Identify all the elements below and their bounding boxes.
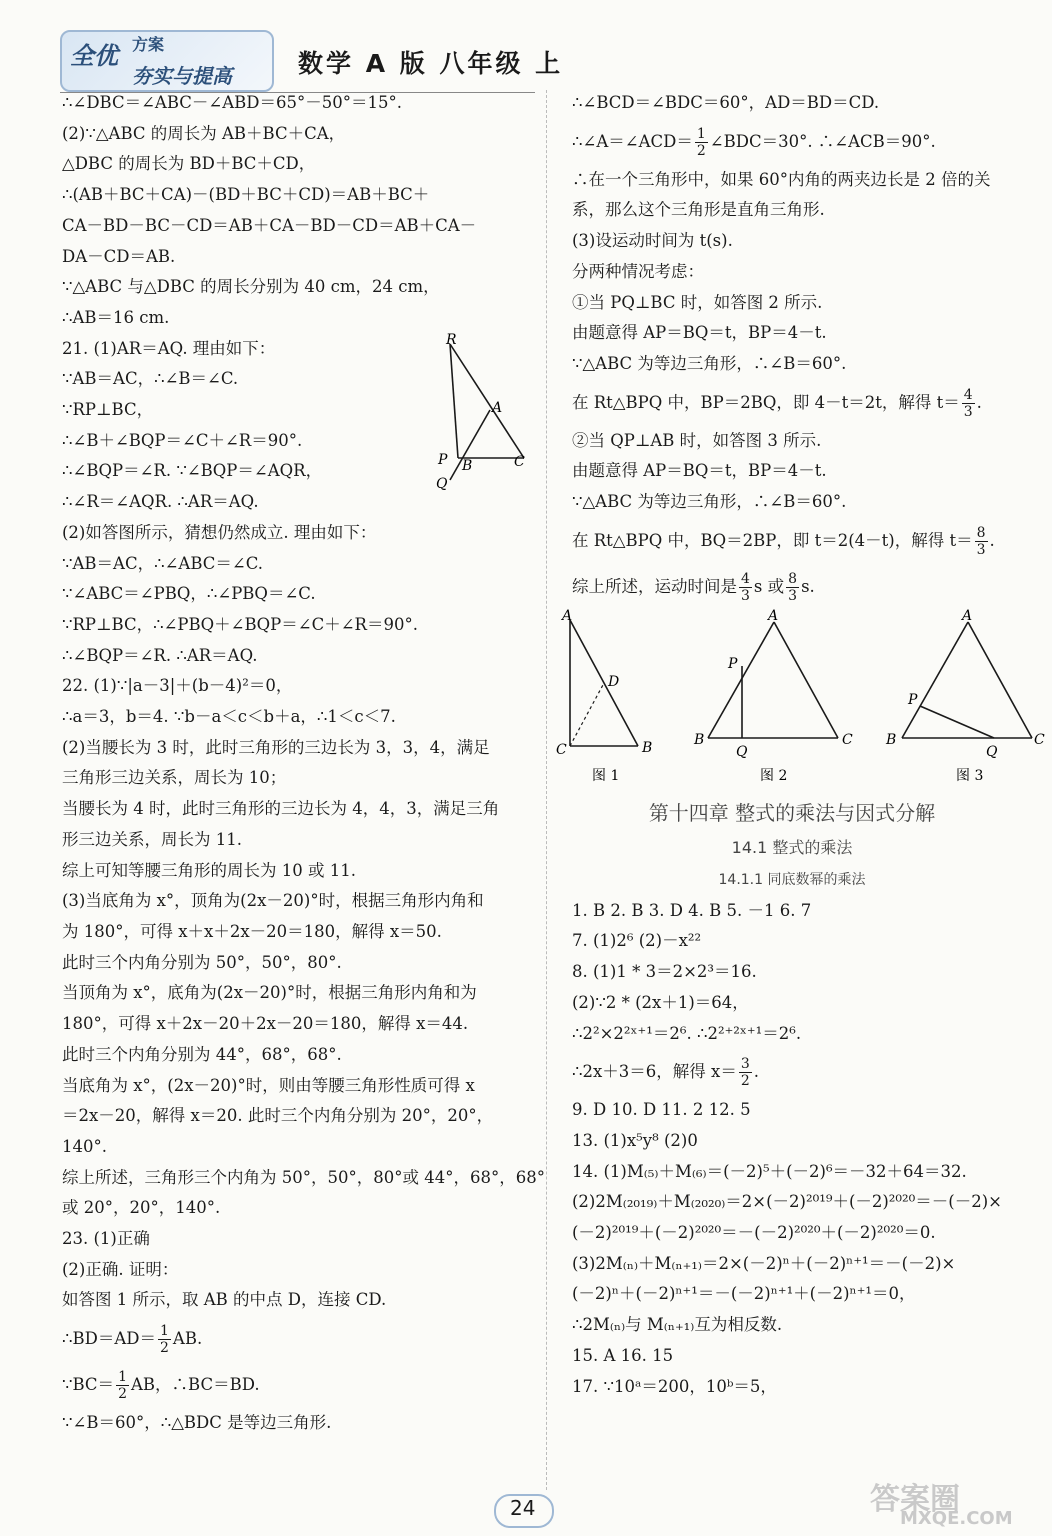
figure-21-triangle [428, 330, 538, 490]
text: 在 Rt△BPQ 中，BP＝2BQ，即 4－t＝2t，解得 t＝ [572, 392, 960, 412]
text-line: (2)∵2 * (2x＋1)＝64， [572, 992, 749, 1012]
text-line: (2)如答图所示，猜想仍然成立. 理由如下： [62, 522, 377, 542]
text-line: 综上可知等腰三角形的周长为 10 或 11. [62, 860, 356, 880]
watermark-text: 答案圈 [870, 1482, 960, 1517]
denominator: 3 [976, 541, 986, 558]
text-line: ∴∠BCD＝∠BDC＝60°，AD＝BD＝CD. [572, 93, 880, 112]
text-line: ∵RP⊥BC， [62, 400, 154, 420]
text-line: 21. (1)AR＝AQ. 理由如下： [62, 338, 276, 358]
text-line: 8. (1)1 * 3＝2×2³＝16. [572, 962, 757, 982]
solve-x-line [572, 1049, 1012, 1095]
text-line: (2)正确. 证明： [62, 1259, 179, 1279]
text-line: ∵△ABC 为等边三角形，∴∠B＝60°. [572, 353, 847, 373]
text-line: (－2)²⁰¹⁹＋(－2)²⁰²⁰＝－(－2)²⁰²⁰＋(－2)²⁰²⁰＝0. [572, 1223, 936, 1243]
solve-t1-line [572, 380, 1012, 426]
text: s 或 [753, 576, 785, 596]
text: . [989, 530, 995, 550]
text-line: ∴(AB＋BC＋CA)－(BD＋BC＋CD)＝AB＋BC＋ [62, 185, 430, 205]
right-text-c [572, 426, 1012, 518]
numerator: 3 [740, 1056, 750, 1073]
text-line: 15. A 16. 15 [572, 1345, 674, 1365]
text: ∵BC＝ [62, 1375, 115, 1395]
text-line: ∴在一个三角形中，如果 60°内角的两夹边长是 2 倍的关 [572, 169, 991, 189]
numerator: 1 [160, 1323, 169, 1340]
text-line: 形三边关系，周长为 11. [62, 829, 242, 849]
column-divider [546, 90, 547, 1490]
label-P: P [438, 452, 448, 468]
solve-t2-line [572, 518, 1012, 564]
fraction [786, 571, 799, 604]
text-line: ∵AB＝AC，∴∠ABC＝∠C. [62, 553, 263, 573]
text-line: 为 180°，可得 x＋x＋2x－20＝180，解得 x＝50. [62, 921, 442, 941]
page-footer [470, 1494, 610, 1530]
denominator: 2 [740, 1073, 750, 1090]
logo-text-2: 方案 [132, 35, 165, 54]
text-line: 当顶角为 x°，底角为(2x－20)°时，根据三角形内角和为 [62, 983, 477, 1003]
figures-svg [556, 607, 1045, 790]
denominator: 3 [963, 403, 973, 420]
numerator: 4 [741, 570, 750, 587]
text-line: 系，那么这个三角形是直角三角形. [572, 200, 825, 220]
text-line: ∵∠ABC＝∠PBQ，∴∠PBQ＝∠C. [62, 584, 316, 604]
text-line: ∵△ABC 为等边三角形，∴∠B＝60°. [572, 492, 847, 512]
right-text-d [572, 896, 1012, 1050]
numerator: 8 [976, 524, 986, 541]
fraction [962, 387, 975, 420]
text: . [753, 1062, 760, 1082]
text-line: (3)当底角为 x°，顶角为(2x－20)°时，根据三角形内角和 [62, 891, 484, 911]
label-A: A [492, 400, 503, 416]
fig1-label-B: B [642, 739, 653, 756]
text-line: ＝2x－20，解得 x＝20. 此时三个内角分别为 20°，20°， [62, 1106, 494, 1126]
text: ∠BDC＝30°. ∴∠ACB＝90°. [709, 131, 936, 151]
numerator: 1 [696, 125, 706, 142]
numerator: 4 [963, 386, 973, 403]
text-line: 140°. [62, 1136, 107, 1156]
text-line: 7. (1)2⁶ (2)－x²² [572, 931, 702, 951]
book-title: 数学 A 版 八年级 上 [298, 49, 564, 78]
left-last-line: ∵∠B＝60°，∴△BDC 是等边三角形. [62, 1413, 332, 1433]
text-line: 或 20°，20°，140°. [62, 1198, 221, 1218]
text-line: ∵△ABC 与△DBC 的周长分别为 40 cm，24 cm， [62, 277, 440, 297]
text-line: 由题意得 AP＝BQ＝t，BP＝4－t. [572, 323, 827, 343]
fraction [739, 571, 752, 604]
fraction [116, 1369, 129, 1402]
left-column [62, 88, 545, 1439]
text-line: 当底角为 x°，(2x－20)°时，则由等腰三角形性质可得 x [62, 1075, 475, 1095]
figure-2 [693, 608, 853, 784]
text-line: ∴∠BQP＝∠R. ∵∠BQP＝∠AQR， [62, 461, 323, 481]
watermark [870, 1474, 1040, 1530]
page-number: 24 [510, 1496, 536, 1520]
fig3-label-C: C [1034, 731, 1045, 748]
text-line: ②当 QP⊥AB 时，如答图 3 所示. [572, 430, 822, 450]
text-line: 综上所述，三角形三个内角为 50°，50°，80°或 44°，68°，68° [62, 1167, 545, 1187]
text-line: 22. (1)∵|a－3|＋(b－4)²＝0， [62, 676, 293, 696]
denominator: 2 [696, 142, 706, 159]
text-line: 此时三个内角分别为 44°，68°，68°. [62, 1044, 342, 1064]
fig3-label-A: A [962, 607, 973, 624]
label-Q: Q [436, 476, 448, 492]
text-line: ∴2M₍ₙ₎与 M₍ₙ₊₁₎互为相反数. [572, 1315, 783, 1335]
fig2-label-A: A [768, 607, 779, 624]
text-line: (2)当腰长为 3 时，此时三角形的三边长为 3，3，4，满足 [62, 737, 490, 757]
logo-text-1: 全优 [70, 42, 118, 70]
right-text-e [572, 1095, 1012, 1402]
text: 综上所述，运动时间是 [572, 576, 737, 596]
text: AB，∴BC＝BD. [130, 1375, 260, 1395]
fig2-label-C: C [842, 731, 853, 748]
text-line: CA－BD－BC－CD＝AB＋CA－BD－CD＝AB＋CA－ [62, 215, 477, 235]
fig2-label-P: P [728, 655, 738, 672]
text-line: 三角形三边关系，周长为 10； [62, 768, 287, 788]
section-title: 14.1 整式的乘法 [731, 837, 853, 857]
answer-figures [556, 607, 1052, 790]
fraction [695, 126, 708, 159]
fig1-label-D: D [608, 673, 620, 690]
right-text-a [572, 88, 1012, 119]
text-line: 此时三个内角分别为 50°，50°，80°. [62, 952, 342, 972]
text-line: 14. (1)M₍₅₎＋M₍₆₎＝(－2)⁵＋(－2)⁶＝－32＋64＝32. [572, 1161, 967, 1181]
label-C: C [514, 454, 525, 470]
text-line: ∴∠DBC＝∠ABC－∠ABD＝65°－50°＝15°. [62, 93, 402, 112]
numerator: 8 [788, 570, 798, 587]
text-line: (－2)ⁿ＋(－2)ⁿ⁺¹＝－(－2)ⁿ⁺¹＋(－2)ⁿ⁺¹＝0， [572, 1284, 916, 1304]
angle-a-line [572, 119, 1012, 165]
figure-1 [556, 608, 652, 784]
page-header [60, 30, 1000, 90]
text-line: DA－CD＝AB. [62, 246, 176, 266]
half-ab-line [62, 1316, 542, 1362]
text-line: 如答图 1 所示，取 AB 的中点 D，连接 CD. [62, 1290, 387, 1310]
text-line: ∴∠B＋∠BQP＝∠C＋∠R＝90°. [62, 430, 303, 450]
label-R: R [446, 332, 457, 348]
left-text-block [62, 88, 545, 1316]
fig1-caption: 图 1 [592, 767, 620, 784]
right-text-b [572, 165, 1012, 380]
denominator: 3 [741, 587, 750, 604]
text-line: 9. D 10. D 11. 2 12. 5 [572, 1100, 751, 1120]
text: ∴2x＋3＝6，解得 x＝ [572, 1062, 737, 1082]
text-line: ∴2²×2²ˣ⁺¹＝2⁶. ∴2²⁺²ˣ⁺¹＝2⁶. [572, 1023, 802, 1043]
watermark-url: MXQE.COM [900, 1508, 1013, 1529]
text-line: 23. (1)正确 [62, 1229, 150, 1249]
text-line: (3)2M₍ₙ₎＋M₍ₙ₊₁₎＝2×(－2)ⁿ＋(－2)ⁿ⁺¹＝－(－2)× [572, 1253, 956, 1273]
text-line: ①当 PQ⊥BC 时，如答图 2 所示. [572, 292, 823, 312]
logo-text-3: 夯实与提高 [132, 64, 232, 88]
text: AB. [172, 1329, 203, 1349]
text-line: 分两种情况考虑： [572, 261, 704, 281]
text: . [976, 392, 982, 412]
text-line: △DBC 的周长为 BD＋BC＋CD， [62, 154, 316, 174]
denominator: 2 [160, 1340, 169, 1357]
denominator: 3 [788, 587, 798, 604]
text: ∴BD＝AD＝ [62, 1329, 156, 1349]
denominator: 2 [118, 1386, 127, 1403]
brand-logo [60, 30, 274, 92]
fraction [739, 1056, 752, 1089]
figure-3 [885, 608, 1045, 784]
right-column [556, 88, 1045, 1402]
fig1-label-C: C [556, 741, 567, 758]
text-line: (3)设运动时间为 t(s). [572, 231, 733, 251]
bc-half-line [62, 1362, 542, 1408]
text-line: ∴a＝3，b＝4. ∵b－a＜c＜b＋a，∴1＜c＜7. [62, 707, 396, 727]
conclusion-line [572, 564, 1012, 610]
text-line: 13. (1)x⁵y⁸ (2)0 [572, 1130, 698, 1150]
fig2-caption: 图 2 [760, 767, 788, 784]
text-line: ∴∠BQP＝∠R. ∴AR＝AQ. [62, 645, 258, 665]
fraction [975, 525, 988, 558]
numerator: 1 [118, 1369, 127, 1386]
text-line: (2)2M₍₂₀₁₉₎＋M₍₂₀₂₀₎＝2×(－2)²⁰¹⁹＋(－2)²⁰²⁰＝－(－2)× [572, 1192, 1002, 1212]
text-line: 180°，可得 x＋2x－20＋2x－20＝180，解得 x＝44. [62, 1014, 469, 1034]
text-line: 当腰长为 4 时，此时三角形的三边长为 4，4，3，满足三角 [62, 799, 500, 819]
fig3-caption: 图 3 [956, 767, 984, 784]
fig2-label-Q: Q [736, 743, 748, 760]
text-line: ∴AB＝16 cm. [62, 307, 170, 327]
text: 在 Rt△BPQ 中，BQ＝2BP，即 t＝2(4－t)，解得 t＝ [572, 530, 973, 550]
text-line: (2)∵△ABC 的周长为 AB＋BC＋CA， [62, 123, 346, 143]
text-line: 17. ∵10ᵃ＝200，10ᵇ＝5， [572, 1376, 777, 1396]
fraction [158, 1323, 171, 1356]
subsection-title: 14.1.1 同底数幂的乘法 [718, 871, 866, 888]
fig1-label-A: A [562, 607, 573, 624]
fig3-label-Q: Q [986, 743, 998, 760]
text-line: ∵AB＝AC，∴∠B＝∠C. [62, 369, 239, 389]
text: s. [801, 576, 815, 596]
chapter-title: 第十四章 整式的乘法与因式分解 [648, 800, 936, 825]
text-line: 由题意得 AP＝BQ＝t，BP＝4－t. [572, 461, 827, 481]
fig3-label-B: B [886, 731, 897, 748]
fig3-label-P: P [908, 691, 918, 708]
text-line: ∴∠R＝∠AQR. ∴AR＝AQ. [62, 492, 259, 512]
text-line: 1. B 2. B 3. D 4. B 5. －1 6. 7 [572, 900, 812, 920]
fig2-label-B: B [694, 731, 705, 748]
label-B: B [462, 458, 473, 474]
text: ∴∠A＝∠ACD＝ [572, 131, 693, 151]
text-line: ∵RP⊥BC，∴∠PBQ＋∠BQP＝∠C＋∠R＝90°. [62, 614, 418, 634]
